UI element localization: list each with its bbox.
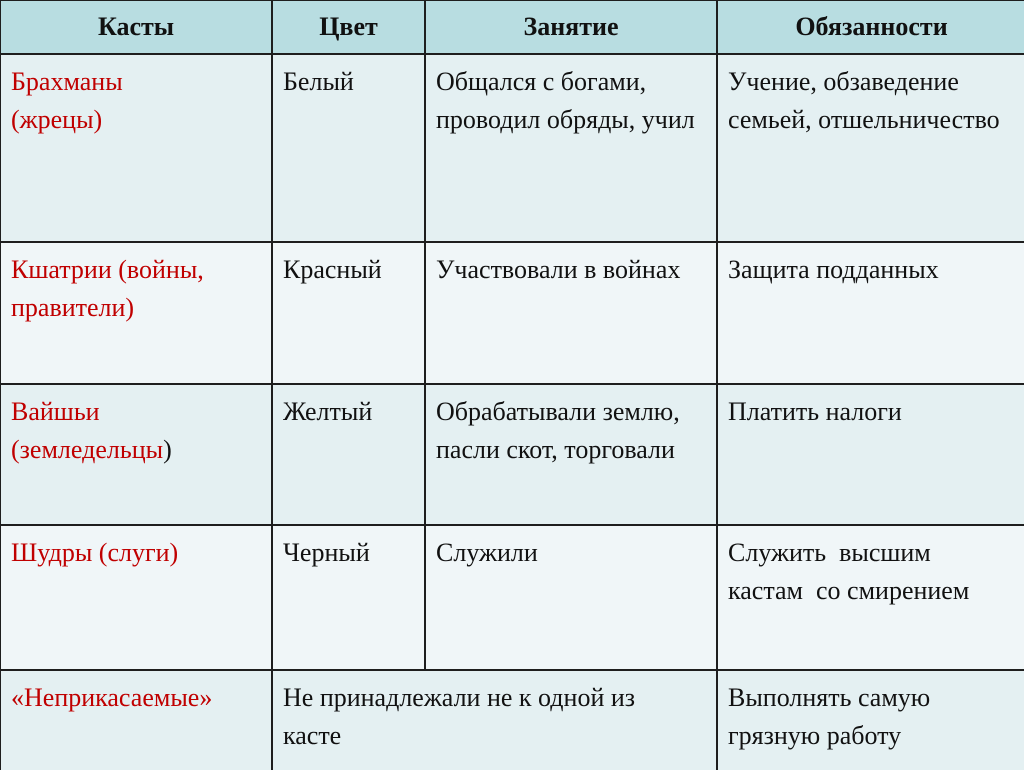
occupation-cell: Участвовали в войнах [425,242,717,384]
occupation-cell: Обрабатывали землю, пасли скот, торговали [425,384,717,525]
color-cell: Черный [272,525,425,670]
table-row [0,242,1024,384]
merged-cell: Не принадлежали не к одной из касте [272,670,717,770]
occupation-cell: Служили [425,525,717,670]
color-cell: Желтый [272,384,425,525]
caste-cell: Брахманы (жрецы) [0,54,272,242]
duties-cell: Защита подданных [717,242,1024,384]
table-row [0,54,1024,242]
duties-cell: Выполнять самую грязную работу [717,670,1024,770]
color-cell: Белый [272,54,425,242]
caste-name: Вайшьи (земледельцы [11,397,164,464]
table-row [0,525,1024,670]
occupation-cell: Общался с богами, проводил обряды, учил [425,54,717,242]
table-row [0,384,1024,525]
caste-name-tail: ) [163,435,172,464]
duties-cell: Служить высшим кастам со смирением [717,525,1024,670]
caste-cell: Шудры (слуги) [0,525,272,670]
header-row [0,0,1024,54]
duties-cell: Учение, обзаведение семьей, отшельничество [717,54,1024,242]
header-occupation: Занятие [425,0,717,54]
color-cell: Красный [272,242,425,384]
header-color: Цвет [272,0,425,54]
duties-cell: Платить налоги [717,384,1024,525]
caste-cell: «Неприкасаемые» [0,670,272,770]
caste-cell [0,384,272,525]
header-castes: Касты [0,0,272,54]
header-duties: Обязанности [717,0,1024,54]
caste-cell: Кшатрии (войны, правители) [0,242,272,384]
table-row [0,670,1024,770]
